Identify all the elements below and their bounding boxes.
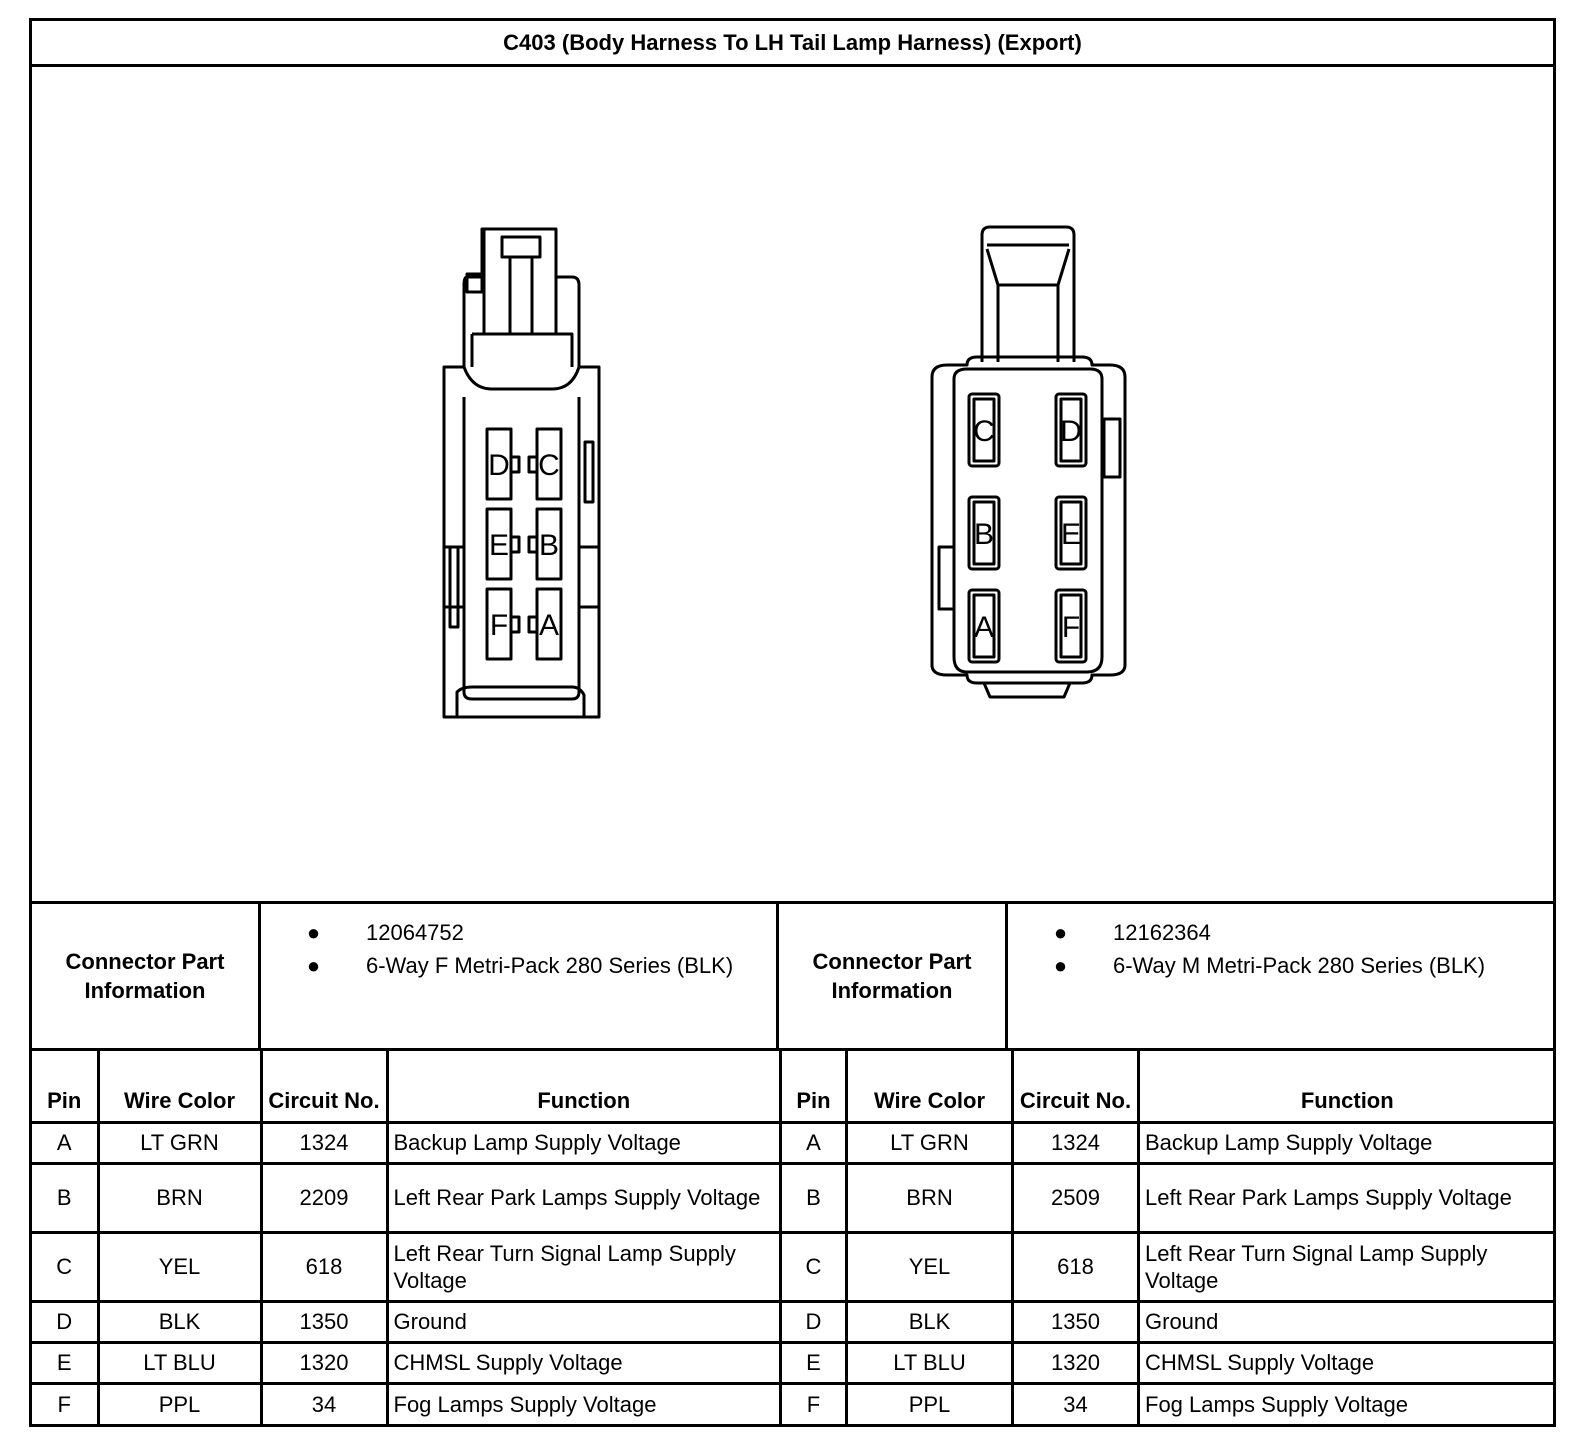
circuit-cell: 1320 [261, 1342, 387, 1383]
header-function: Function [1139, 1051, 1555, 1122]
header-pin: Pin [32, 1051, 98, 1122]
circuit-cell: 1324 [1013, 1122, 1139, 1163]
connector-description: 6-Way M Metri-Pack 280 Series (BLK) [1113, 953, 1486, 978]
table-row [32, 1163, 779, 1232]
female-cavity-label: B [538, 529, 560, 562]
connector-info-details [1008, 904, 1553, 1048]
female-cavity-label: A [538, 609, 560, 642]
pin-table-body [32, 1122, 779, 1424]
bullet-dot-icon: ● [1053, 953, 1068, 978]
table-row [781, 1232, 1555, 1301]
female-cavity-label: C [538, 449, 560, 482]
function-cell: Left Rear Park Lamps Supply Voltage [387, 1163, 779, 1232]
circuit-cell: 34 [261, 1383, 387, 1424]
connector-info-row [32, 904, 1553, 1051]
pin-cell: F [781, 1383, 847, 1424]
connector-description: 6-Way F Metri-Pack 280 Series (BLK) [366, 953, 734, 978]
function-cell: Left Rear Park Lamps Supply Voltage [1139, 1163, 1555, 1232]
table-row [32, 1232, 779, 1301]
male-cavity-label: D [1060, 415, 1082, 448]
function-cell: Backup Lamp Supply Voltage [1139, 1122, 1555, 1163]
header-circuit: Circuit No. [261, 1051, 387, 1122]
table-row [781, 1122, 1555, 1163]
info-bullet [1008, 951, 1553, 980]
header-function: Function [387, 1051, 779, 1122]
function-cell: Left Rear Turn Signal Lamp Supply Voltage [387, 1232, 779, 1301]
header-wire-color: Wire Color [98, 1051, 261, 1122]
function-cell: Fog Lamps Supply Voltage [387, 1383, 779, 1424]
function-cell: CHMSL Supply Voltage [387, 1342, 779, 1383]
info-bullet [261, 918, 776, 947]
table-row [32, 1301, 779, 1342]
wire-color-cell: YEL [98, 1232, 261, 1301]
header-pin: Pin [781, 1051, 847, 1122]
male-cavity-label: C [973, 415, 995, 448]
male-cavity-label: A [973, 611, 995, 644]
pin-cell: F [32, 1383, 98, 1424]
function-cell: Ground [1139, 1301, 1555, 1342]
table-row [32, 1342, 779, 1383]
male-cavity-label: E [1060, 518, 1082, 551]
pin-cell: E [781, 1342, 847, 1383]
female-cavity-label: D [488, 449, 510, 482]
header-wire-color: Wire Color [847, 1051, 1013, 1122]
male-connector-drawing [932, 227, 1125, 697]
pin-cell: D [781, 1301, 847, 1342]
function-cell: Ground [387, 1301, 779, 1342]
wire-color-cell: BLK [847, 1301, 1013, 1342]
circuit-cell: 618 [261, 1232, 387, 1301]
circuit-cell: 34 [1013, 1383, 1139, 1424]
wire-color-cell: LT GRN [847, 1122, 1013, 1163]
pin-cell: B [781, 1163, 847, 1232]
table-row [781, 1342, 1555, 1383]
circuit-cell: 1350 [1013, 1301, 1139, 1342]
wire-color-cell: PPL [98, 1383, 261, 1424]
connector-info-label: Connector Part Information [779, 904, 1008, 1048]
circuit-cell: 2209 [261, 1163, 387, 1232]
connector-diagram-area [32, 67, 1553, 904]
table-row [781, 1383, 1555, 1424]
wire-color-cell: LT BLU [98, 1342, 261, 1383]
bullet-dot-icon: ● [306, 920, 321, 945]
table-header-row [781, 1051, 1555, 1122]
circuit-cell: 1320 [1013, 1342, 1139, 1383]
female-cavity-label: E [488, 529, 510, 562]
table-row [781, 1301, 1555, 1342]
connector-info-label: Connector Part Information [32, 904, 261, 1048]
pin-cell: C [32, 1232, 98, 1301]
bullet-dot-icon: ● [306, 953, 321, 978]
wire-color-cell: LT GRN [98, 1122, 261, 1163]
bullet-dot-icon: ● [1053, 920, 1068, 945]
pin-table-left [32, 1051, 779, 1424]
connector-sheet [29, 18, 1556, 1427]
function-cell: Left Rear Turn Signal Lamp Supply Voltage [1139, 1232, 1555, 1301]
pin-cell: E [32, 1342, 98, 1383]
pin-table-body [781, 1122, 1555, 1424]
wire-color-cell: LT BLU [847, 1342, 1013, 1383]
table-row [781, 1163, 1555, 1232]
table-header-row [32, 1051, 779, 1122]
part-number: 12162364 [1113, 920, 1211, 945]
table-row [32, 1122, 779, 1163]
pin-cell: A [781, 1122, 847, 1163]
wire-color-cell: PPL [847, 1383, 1013, 1424]
male-cavity-label: F [1061, 611, 1081, 644]
header-circuit: Circuit No. [1013, 1051, 1139, 1122]
info-bullet [1008, 918, 1553, 947]
female-cavity-label: F [489, 609, 509, 642]
circuit-cell: 618 [1013, 1232, 1139, 1301]
male-cavity-label: B [973, 518, 995, 551]
pin-table-right [779, 1051, 1555, 1424]
table-row [32, 1383, 779, 1424]
page-title: C403 (Body Harness To LH Tail Lamp Harness) (Export) [32, 21, 1553, 67]
pin-cell: D [32, 1301, 98, 1342]
circuit-cell: 2509 [1013, 1163, 1139, 1232]
circuit-cell: 1324 [261, 1122, 387, 1163]
wire-color-cell: YEL [847, 1232, 1013, 1301]
connector-diagram [32, 67, 1553, 901]
function-cell: Backup Lamp Supply Voltage [387, 1122, 779, 1163]
function-cell: Fog Lamps Supply Voltage [1139, 1383, 1555, 1424]
female-connector-drawing [444, 229, 599, 717]
wire-color-cell: BRN [847, 1163, 1013, 1232]
wire-color-cell: BLK [98, 1301, 261, 1342]
circuit-cell: 1350 [261, 1301, 387, 1342]
wire-color-cell: BRN [98, 1163, 261, 1232]
function-cell: CHMSL Supply Voltage [1139, 1342, 1555, 1383]
info-bullet [261, 951, 776, 980]
connector-info-details [261, 904, 779, 1048]
pin-cell: B [32, 1163, 98, 1232]
pin-cell: C [781, 1232, 847, 1301]
part-number: 12064752 [366, 920, 464, 945]
pin-cell: A [32, 1122, 98, 1163]
